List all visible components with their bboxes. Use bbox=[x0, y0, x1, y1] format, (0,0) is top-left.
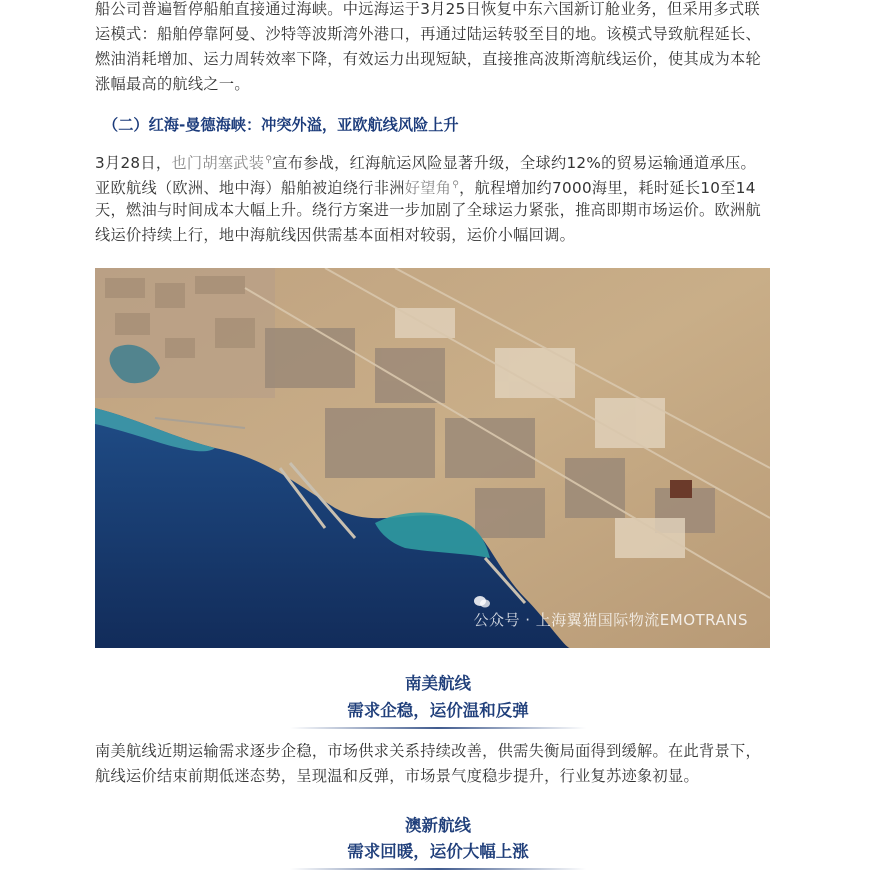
intro-line-1: 船公司普遍暂停船舶直接通过海峡。中远海运于3月25日恢复中东六国新订舱业务，但采用多式联 bbox=[95, 0, 760, 18]
satellite-image bbox=[95, 268, 770, 648]
cape-link[interactable]: 好望角 bbox=[404, 179, 452, 198]
watermark-text: 公众号 · 上海翼猫国际物流EMOTRANS bbox=[473, 611, 748, 629]
satellite-illustration bbox=[95, 268, 770, 648]
text-segment: 亚欧航线（欧洲、地中海）船舶被迫绕行非洲 bbox=[95, 179, 405, 198]
houthi-link[interactable]: 也门胡塞武装 bbox=[171, 154, 265, 173]
south-america-line-2: 航线运价结束前期低迷态势，呈现温和反弹，市场景气度稳步提升，行业复苏迹象初显。 bbox=[95, 767, 700, 785]
intro-line-4: 涨幅最高的航线之一。 bbox=[95, 75, 250, 93]
text-segment: ，航程增加约7000海里，耗时延长10至14 bbox=[459, 179, 756, 198]
intro-line-3: 燃油消耗增加、运力周转效率下降，有效运力出现短缺，直接推高波斯湾航线运价，使其成为本轮 bbox=[95, 50, 761, 68]
red-sea-line-2 bbox=[95, 173, 785, 201]
australia-title: 澳新航线 bbox=[405, 816, 471, 835]
search-icon[interactable]: ⚲ bbox=[452, 180, 460, 190]
red-sea-line-4: 线运价持续上行，地中海航线因供需基本面相对较弱，运价小幅回调。 bbox=[95, 226, 576, 244]
image-watermark bbox=[473, 595, 748, 630]
south-america-subtitle: 需求企稳，运价温和反弹 bbox=[347, 701, 529, 720]
red-sea-line-3: 天，燃油与时间成本大幅上升。绕行方案进一步加剧了全球运力紧张，推高即期市场运价。欧洲航 bbox=[95, 201, 761, 219]
text-segment: 宣布参战，红海航运风险显著升级，全球约12%的贸易运输通道承压。 bbox=[272, 154, 756, 173]
intro-line-2: 运模式：船舶停靠阿曼、沙特等波斯湾外港口，再通过陆运转驳至目的地。该模式导致航程延长、 bbox=[95, 25, 761, 43]
red-sea-line-1 bbox=[95, 148, 785, 176]
search-icon[interactable]: ⚲ bbox=[265, 155, 273, 165]
australia-subtitle: 需求回暖，运价大幅上涨 bbox=[347, 842, 529, 861]
red-sea-heading: （二）红海-曼德海峡：冲突外溢，亚欧航线风险上升 bbox=[103, 116, 459, 134]
wechat-icon bbox=[473, 595, 491, 609]
south-america-title: 南美航线 bbox=[405, 674, 471, 693]
section-divider bbox=[290, 727, 586, 729]
text-segment: 3月28日， bbox=[95, 154, 172, 173]
section-divider bbox=[290, 868, 586, 870]
south-america-line-1: 南美航线近期运输需求逐步企稳，市场供求关系持续改善，供需失衡局面得到缓解。在此背景下， bbox=[95, 742, 761, 760]
